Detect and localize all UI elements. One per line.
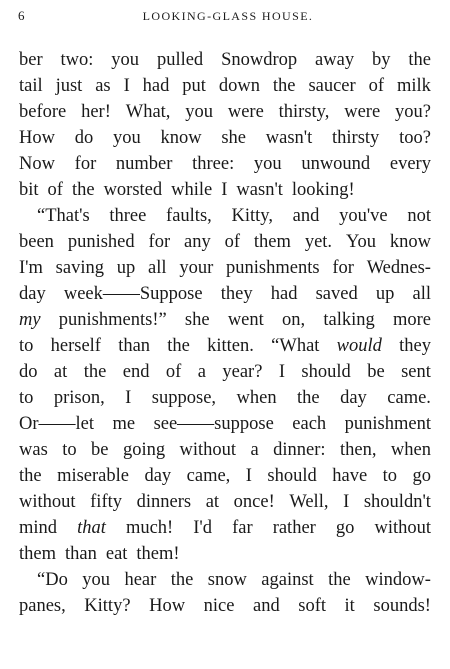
word: you — [185, 102, 214, 122]
word: I — [278, 362, 285, 382]
text-line — [19, 177, 431, 203]
word: wasn't — [265, 128, 313, 148]
word: herself — [50, 336, 101, 356]
word: punishment — [344, 414, 431, 434]
word: she — [221, 128, 247, 148]
word: hear — [124, 570, 157, 590]
word: punishments!” — [58, 310, 167, 330]
word: each — [292, 414, 327, 434]
word: have — [332, 466, 368, 486]
word: at — [205, 492, 220, 512]
text-line — [19, 307, 431, 333]
word: thirsty, — [278, 102, 330, 122]
body-text — [19, 47, 431, 619]
word: day — [19, 284, 46, 304]
word: should — [301, 362, 351, 382]
word: “Do — [37, 570, 68, 590]
word: day — [144, 466, 172, 486]
text-line — [19, 151, 431, 177]
word: were — [227, 102, 264, 122]
word: shouldn't — [363, 492, 431, 512]
word: once! — [233, 492, 275, 512]
text-line — [19, 281, 431, 307]
word: you've — [339, 206, 388, 226]
word: you? — [395, 102, 431, 122]
word: know — [389, 232, 431, 252]
word: against — [261, 570, 314, 590]
word: me — [112, 414, 136, 434]
word: than — [65, 544, 97, 564]
word: at — [53, 362, 68, 382]
word: How — [19, 128, 55, 148]
word: she — [184, 310, 210, 330]
word: for — [332, 258, 354, 278]
word: to — [19, 388, 34, 408]
word: far — [232, 518, 253, 538]
word: any — [184, 232, 211, 252]
word: was — [19, 440, 48, 460]
word: of — [368, 76, 385, 96]
word: tail — [19, 76, 43, 96]
word: week——Suppose — [63, 284, 203, 304]
word: saving — [55, 258, 104, 278]
word: had — [142, 76, 170, 96]
word: you — [112, 128, 141, 148]
word: three — [109, 206, 147, 226]
word: soft — [298, 596, 326, 616]
word: had — [270, 284, 298, 304]
word: miserable — [57, 466, 129, 486]
text-line — [19, 99, 431, 125]
word: of — [165, 362, 182, 382]
word: much! — [125, 518, 174, 538]
word: the — [71, 180, 95, 200]
word: You — [345, 232, 376, 252]
word: know — [160, 128, 202, 148]
word: rather — [272, 518, 316, 538]
word: punishments — [226, 258, 320, 278]
word: the — [167, 336, 190, 356]
word: “That's — [37, 206, 90, 226]
page-header — [18, 8, 438, 28]
text-line — [19, 359, 431, 385]
italic-word: my — [19, 310, 41, 330]
word: How — [149, 596, 186, 616]
text-line — [19, 463, 431, 489]
word: eat — [105, 544, 128, 564]
word: the — [19, 466, 42, 486]
word: I — [245, 466, 252, 486]
word: of — [47, 180, 63, 200]
word: mind — [19, 518, 58, 538]
text-line — [19, 541, 431, 567]
word: going — [122, 440, 166, 460]
word: fifty — [90, 492, 122, 512]
running-title: LOOKING-GLASS HOUSE. — [142, 9, 314, 23]
word: when — [236, 388, 277, 408]
text-line — [19, 229, 431, 255]
text-line — [19, 411, 431, 437]
word: the — [297, 388, 320, 408]
word: be — [91, 440, 109, 460]
word: without — [374, 518, 431, 538]
word: sent — [401, 362, 431, 382]
word: by — [371, 50, 391, 70]
word: kitten. — [207, 336, 254, 356]
word: the — [328, 570, 351, 590]
word: punished — [67, 232, 135, 252]
word: talking — [323, 310, 375, 330]
word: a — [197, 362, 206, 382]
word: saved — [315, 284, 358, 304]
word: put — [182, 76, 206, 96]
word: them — [253, 232, 291, 252]
word: than — [118, 336, 151, 356]
page-number: 6 — [18, 8, 25, 23]
word: for — [74, 154, 97, 174]
word: just — [55, 76, 83, 96]
word: the — [83, 362, 107, 382]
word: unwound — [301, 154, 371, 174]
italic-word: that — [77, 518, 106, 538]
text-line — [19, 73, 431, 99]
word: then, — [340, 440, 377, 460]
word: milk — [396, 76, 431, 96]
word: came. — [387, 388, 431, 408]
word: dinners — [136, 492, 192, 512]
word: up — [116, 258, 136, 278]
word: down — [218, 76, 260, 96]
word: for — [148, 232, 171, 252]
word: Snowdrop — [221, 50, 298, 70]
word: the — [170, 570, 194, 590]
word: they — [220, 284, 253, 304]
word: faults, — [166, 206, 212, 226]
word: “What — [271, 336, 320, 356]
text-line — [19, 437, 431, 463]
text-line — [19, 489, 431, 515]
word: two: — [60, 50, 94, 70]
word: while — [171, 180, 213, 200]
word: yet. — [304, 232, 333, 252]
word: before — [19, 102, 67, 122]
word: you — [253, 154, 282, 174]
word: looking! — [291, 180, 355, 200]
text-line — [19, 47, 431, 73]
word: Kitty, — [231, 206, 273, 226]
word: on, — [282, 310, 306, 330]
word: a — [250, 440, 259, 460]
word: as — [95, 76, 111, 96]
text-line — [19, 385, 431, 411]
word: window- — [365, 570, 431, 590]
word: not — [407, 206, 431, 226]
word: were — [344, 102, 381, 122]
word: go — [335, 518, 355, 538]
word: without — [19, 492, 76, 512]
word: all — [148, 258, 167, 278]
word: number — [115, 154, 173, 174]
word: I — [123, 76, 130, 96]
word: every — [389, 154, 431, 174]
text-line — [19, 593, 431, 619]
word: Wednes- — [366, 258, 431, 278]
word: to — [382, 466, 398, 486]
text-line — [19, 125, 431, 151]
word: Or——let — [19, 414, 95, 434]
text-line — [19, 203, 431, 229]
word: to — [62, 440, 77, 460]
word: Well, — [289, 492, 329, 512]
word: panes, — [19, 596, 66, 616]
word: day — [340, 388, 367, 408]
word: pulled — [156, 50, 204, 70]
text-line — [19, 567, 431, 593]
text-line — [19, 255, 431, 281]
word: all — [412, 284, 431, 304]
text-line — [19, 333, 431, 359]
word: to — [19, 336, 34, 356]
word: Kitty? — [84, 596, 131, 616]
word: should — [267, 466, 317, 486]
word: and — [292, 206, 320, 226]
word: dinner: — [273, 440, 326, 460]
word: bit — [19, 180, 39, 200]
word: you — [82, 570, 111, 590]
word: do — [74, 128, 94, 148]
word: I — [221, 180, 228, 200]
word: up — [375, 284, 395, 304]
word: more — [392, 310, 431, 330]
word: they — [399, 336, 431, 356]
word: nice — [203, 596, 235, 616]
word: I — [343, 492, 350, 512]
word: when — [390, 440, 431, 460]
word: worsted — [103, 180, 163, 200]
word: and — [252, 596, 280, 616]
word: came, — [186, 466, 231, 486]
word: see——suppose — [153, 414, 274, 434]
word: the — [272, 76, 296, 96]
word: suppose, — [151, 388, 217, 408]
word: her! — [81, 102, 111, 122]
word: thirsty — [332, 128, 380, 148]
word: saucer — [308, 76, 356, 96]
word: do — [19, 362, 38, 382]
word: be — [367, 362, 385, 382]
word: What, — [125, 102, 171, 122]
text-line — [19, 515, 431, 541]
word: you — [111, 50, 140, 70]
word: I'd — [193, 518, 213, 538]
word: of — [224, 232, 241, 252]
word: them! — [136, 544, 180, 564]
word: Now — [19, 154, 55, 174]
word: too? — [399, 128, 431, 148]
word: go — [412, 466, 431, 486]
italic-word: would — [336, 336, 382, 356]
word: I — [125, 388, 132, 408]
word: three: — [192, 154, 235, 174]
word: away — [315, 50, 355, 70]
word: end — [122, 362, 150, 382]
word: prison, — [53, 388, 105, 408]
word: the — [408, 50, 431, 70]
word: went — [227, 310, 264, 330]
word: I'm — [19, 258, 43, 278]
word: your — [179, 258, 214, 278]
word: been — [19, 232, 54, 252]
word: year? — [222, 362, 263, 382]
word: without — [179, 440, 237, 460]
word: sounds! — [373, 596, 431, 616]
word: them — [19, 544, 56, 564]
word: ber — [19, 50, 43, 70]
word: snow — [207, 570, 247, 590]
word: wasn't — [236, 180, 283, 200]
word: it — [344, 596, 355, 616]
